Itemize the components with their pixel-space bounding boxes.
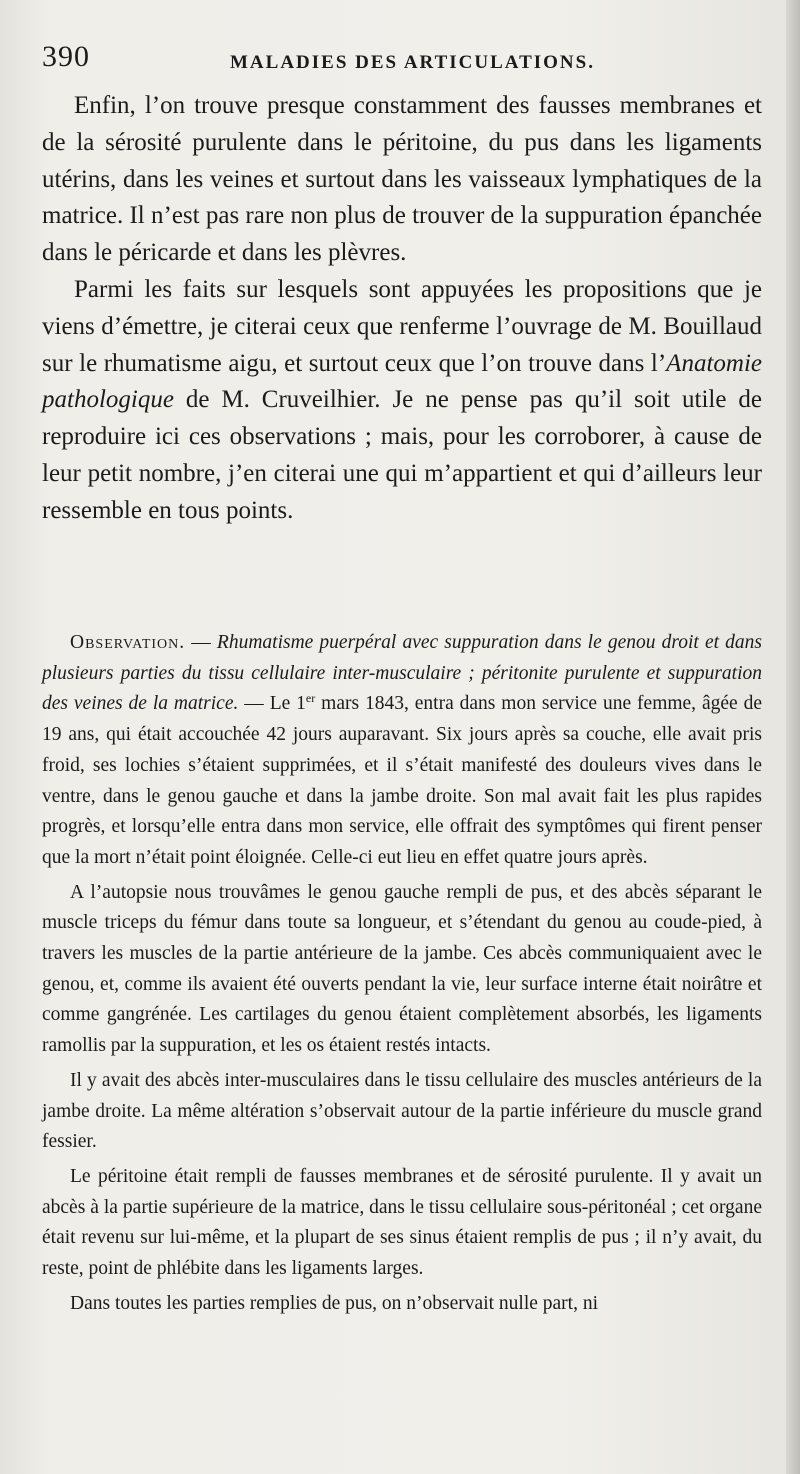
page-edge-shadow <box>786 0 800 1474</box>
abscess-paragraph: Il y avait des abcès inter-musculaires dans le tissu cellulaire des muscles antérieurs de la jambe droite. La même altération s’observait autour de la partie inférieure du muscle grand fessier. <box>42 1069 762 1153</box>
observation-dash: — <box>185 632 217 653</box>
paragraph-2-text-after: de M. Cruveilhier. Je ne pense pas qu’il soit utile de reproduire ici ces observations ; mais, pour les corroborer, à cause de leur petit nombre, j’en citerai une qui m’appartient et qui d’ailleurs leur ressemble en tous points. <box>42 386 762 524</box>
observation-title: Rhumatisme puerpéral avec suppuration dans le genou droit et dans plusieurs parties du tissu cellulaire inter-musculaire ; péritonite purulente et suppuration des veines de la matrice. <box>42 632 762 715</box>
observation-date-prefix: — Le 1 <box>238 693 306 715</box>
running-title: MALADIES DES ARTICULATIONS. <box>230 52 595 73</box>
observation-text: mars 1843, entra dans mon service une femme, âgée de 19 ans, qui était accouchée 42 jours auparavant. Six jours après sa couche, elle avait pris froid, ses lochies s’étaient supprimées, et il s’était manifesté des douleurs vives dans le ventre, dans le genou gauche et dans la jambe droite. Son mal avait fait les plus rapides progrès, et lorsqu’elle entra dans mon service, elle offrait des symptômes qui firent penser que la mort n’était point éloignée. Celle-ci eut lieu en effet quatre jours après. <box>42 693 762 868</box>
page-header <box>40 38 760 82</box>
paragraph-2-text-before: Parmi les faits sur lesquels sont appuyées les propositions que je viens d’émettre, je citerai ceux que renferme l’ouvrage de M. Bouillaud sur le rhumatisme aigu, et surtout ceux que l’on trouve dans l’ <box>42 275 762 377</box>
book-title-italic: Anatomie pathologique <box>42 349 762 414</box>
paragraph-1: Enfin, l’on trouve presque constamment des fausses membranes et de la sérosité purulente dans le péritoine, du pus dans les ligaments utérins, dans les veines et surtout dans les vaisseaux lymphatiques de la matrice. Il n’est pas rare non plus de trouver de la suppuration épanchée dans le péricarde et dans les plèvres. <box>42 92 762 267</box>
observation-date-sup: er <box>305 691 316 706</box>
main-text <box>42 88 762 530</box>
page-number: 390 <box>42 40 90 73</box>
final-paragraph: Dans toutes les parties remplies de pus, on n’observait nulle part, ni <box>70 1292 599 1314</box>
autopsy-paragraph: A l’autopsie nous trouvâmes le genou gauche rempli de pus, et des abcès séparant le muscle triceps du fémur dans toute sa longueur, et s’étendant du genou au coude-pied, à travers les muscles de la partie antérieure de la jambe. Ces abcès communiquaient avec le genou, et, comme ils avaient été ouverts pendant la vie, leur surface interne était noirâtre et comme gangrénée. Les cartilages du genou étaient complètement absorbés, les ligaments ramollis par la suppuration, et les os étaient restés intacts. <box>42 881 762 1057</box>
observation-paragraph <box>42 628 762 874</box>
peritoneum-paragraph: Le péritoine était rempli de fausses membranes et de sérosité purulente. Il y avait un abcès à la partie supérieure de la matrice, dans le tissu cellulaire sous-péritonéal ; cet organe était revenu sur lui-même, et la plupart de ses sinus étaient remplis de pus ; il n’y avait, du reste, point de phlébite dans les ligaments larges. <box>42 1165 762 1280</box>
observation-section <box>42 628 762 1319</box>
observation-label: Observation. <box>70 632 186 653</box>
paragraph-2 <box>42 272 762 530</box>
